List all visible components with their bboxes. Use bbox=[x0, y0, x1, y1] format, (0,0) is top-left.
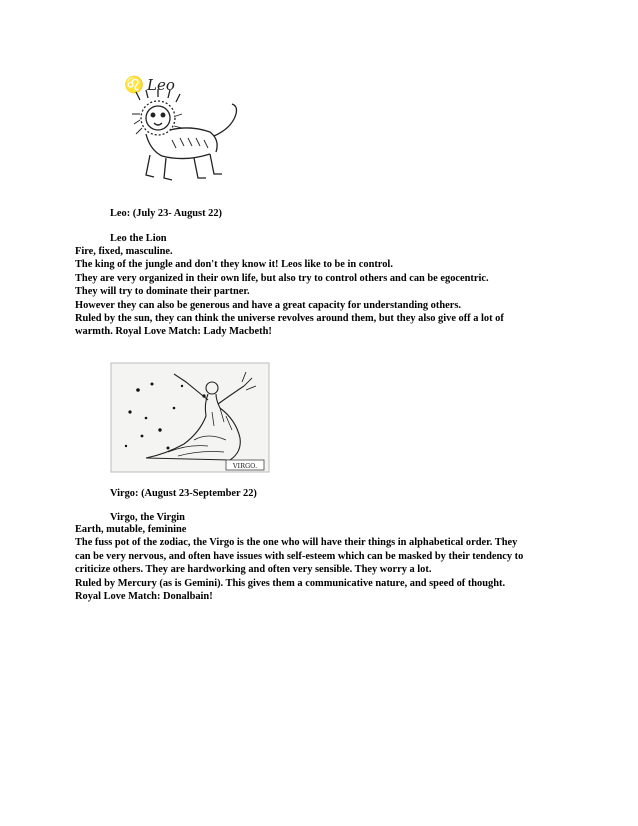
leo-header: Leo: (July 23- August 22) bbox=[110, 208, 222, 219]
leo-line: They will try to dominate their partner. bbox=[75, 286, 250, 298]
virgo-line: can be very nervous, and often have issues with self-esteem which can be masked by their tendency to bbox=[75, 550, 524, 562]
leo-line: The king of the jungle and don't they know it! Leos like to be in control. bbox=[75, 259, 393, 271]
leo-image-label: Leo bbox=[147, 76, 175, 94]
virgo-subheader: Virgo, the Virgin bbox=[110, 512, 185, 523]
virgo-header: Virgo: (August 23-September 22) bbox=[110, 488, 257, 499]
leo-line: warmth. Royal Love Match: Lady Macbeth! bbox=[75, 326, 272, 338]
virgo-description bbox=[75, 523, 523, 603]
virgo-line: criticize others. They are hardworking and often very sensible. They worry a lot. bbox=[75, 564, 432, 576]
virgo-image-label: VIRGO. bbox=[232, 462, 258, 470]
leo-glyph-icon: ♌ bbox=[124, 75, 144, 94]
virgo-line: Royal Love Match: Donalbain! bbox=[75, 591, 213, 603]
leo-line: Ruled by the sun, they can think the universe revolves around them, but they also give off a lot of bbox=[75, 313, 504, 325]
leo-line: They are very organized in their own life, but also try to control others and can be egocentric. bbox=[75, 272, 489, 284]
virgo-line: Earth, mutable, feminine bbox=[75, 524, 187, 535]
leo-illustration bbox=[110, 70, 250, 195]
leo-line: However they can also be generous and have a great capacity for understanding others. bbox=[75, 299, 461, 311]
leo-subheader: Leo the Lion bbox=[110, 233, 167, 244]
virgo-illustration bbox=[108, 360, 272, 475]
leo-line: Fire, fixed, masculine. bbox=[75, 246, 173, 257]
lion-drawing bbox=[110, 70, 250, 195]
virgo-line: The fuss pot of the zodiac, the Virgo is the one who will have their things in alphabetical order. They bbox=[75, 537, 518, 549]
virgo-line: Ruled by Mercury (as is Gemini). This gives them a communicative nature, and speed of thought. bbox=[75, 577, 506, 589]
virgin-drawing bbox=[108, 360, 272, 475]
leo-description bbox=[75, 245, 504, 339]
